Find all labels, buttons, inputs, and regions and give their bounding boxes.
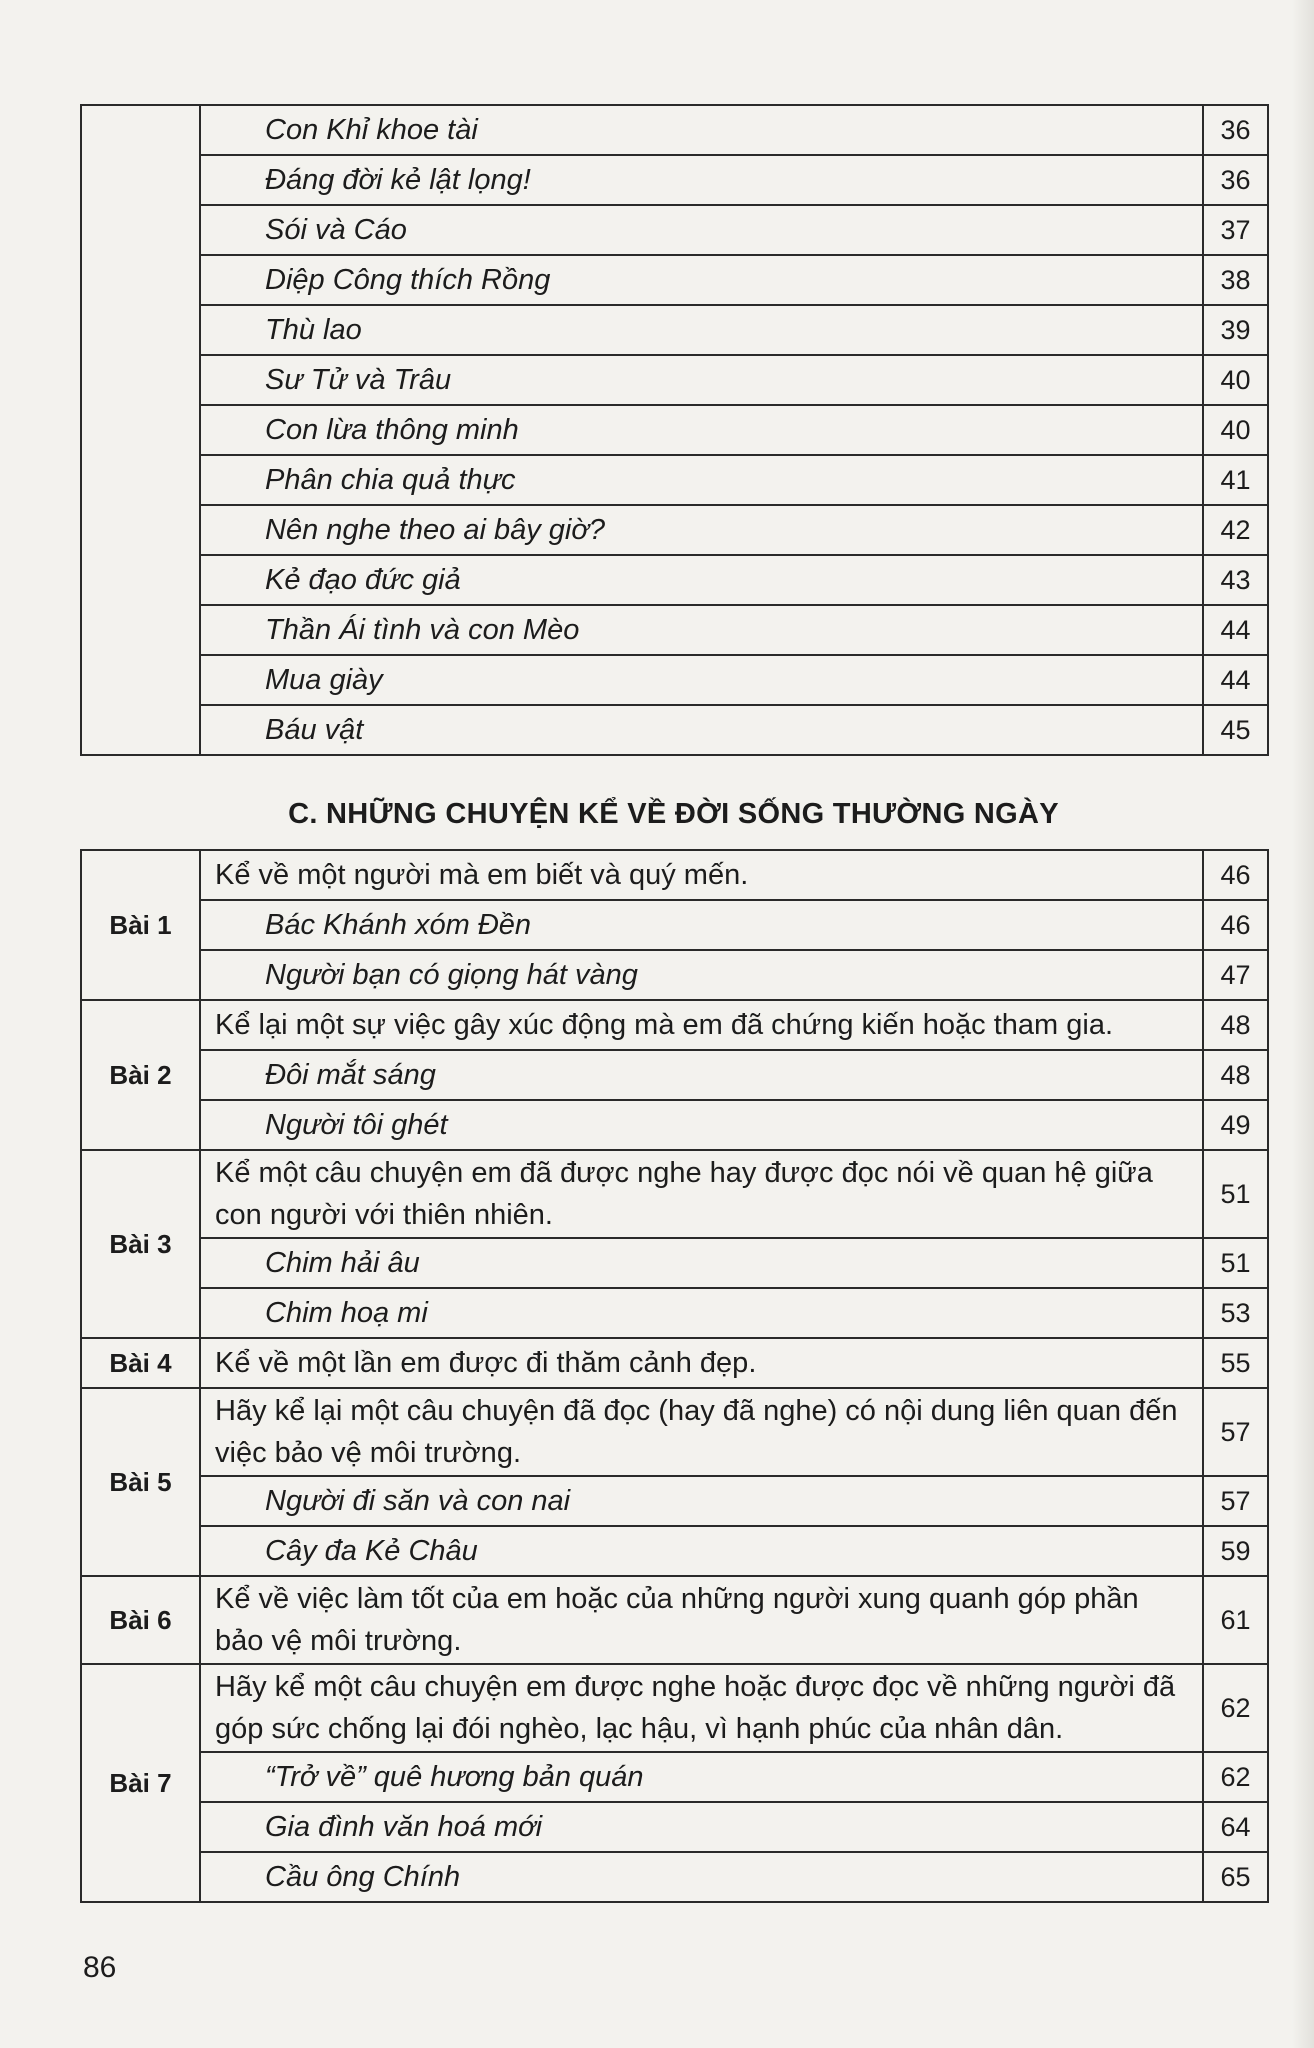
story-title: Đáng đời kẻ lật lọng! — [200, 155, 1203, 205]
lesson-cell-empty — [81, 105, 200, 755]
story-title: Người tôi ghét — [200, 1100, 1203, 1150]
story-title: Nên nghe theo ai bây giờ? — [200, 505, 1203, 555]
lesson-label: Bài 4 — [81, 1338, 200, 1388]
page-ref: 42 — [1203, 505, 1268, 555]
story-title: Sói và Cáo — [200, 205, 1203, 255]
story-title: Mua giày — [200, 655, 1203, 705]
toc-row — [81, 455, 1268, 505]
toc-row — [81, 505, 1268, 555]
story-title: Phân chia quả thực — [200, 455, 1203, 505]
page-ref: 53 — [1203, 1288, 1268, 1338]
story-row — [81, 1752, 1268, 1802]
page-ref: 38 — [1203, 255, 1268, 305]
story-row — [81, 1852, 1268, 1902]
page-ref: 44 — [1203, 605, 1268, 655]
story-title: Đôi mắt sáng — [200, 1050, 1203, 1100]
page-ref: 37 — [1203, 205, 1268, 255]
story-title: Chim hải âu — [200, 1238, 1203, 1288]
page-ref: 36 — [1203, 105, 1268, 155]
page-ref: 43 — [1203, 555, 1268, 605]
page-ref: 62 — [1203, 1664, 1268, 1752]
story-title: Cây đa Kẻ Châu — [200, 1526, 1203, 1576]
page-number: 86 — [83, 1951, 117, 1984]
story-row — [81, 1802, 1268, 1852]
page-ref: 48 — [1203, 1050, 1268, 1100]
page-ref: 51 — [1203, 1238, 1268, 1288]
lesson-label: Bài 3 — [81, 1150, 200, 1338]
lesson-topic-row — [81, 1664, 1268, 1752]
page-ref: 49 — [1203, 1100, 1268, 1150]
story-row — [81, 1526, 1268, 1576]
page-ref: 46 — [1203, 850, 1268, 900]
lesson-label: Bài 2 — [81, 1000, 200, 1150]
page-ref: 48 — [1203, 1000, 1268, 1050]
page-ref: 51 — [1203, 1150, 1268, 1238]
page-ref: 36 — [1203, 155, 1268, 205]
page-ref: 47 — [1203, 950, 1268, 1000]
story-row — [81, 1238, 1268, 1288]
lesson-topic: Kể về một người mà em biết và quý mến. — [200, 850, 1203, 900]
page-ref: 62 — [1203, 1752, 1268, 1802]
story-title: Con lừa thông minh — [200, 405, 1203, 455]
toc-row — [81, 705, 1268, 755]
toc-row — [81, 255, 1268, 305]
story-title: Con Khỉ khoe tài — [200, 105, 1203, 155]
page-ref: 40 — [1203, 405, 1268, 455]
page-ref: 40 — [1203, 355, 1268, 405]
story-title: Diệp Công thích Rồng — [200, 255, 1203, 305]
story-title: Gia đình văn hoá mới — [200, 1802, 1203, 1852]
toc-row — [81, 355, 1268, 405]
story-title: Thù lao — [200, 305, 1203, 355]
story-row — [81, 950, 1268, 1000]
story-title: Người đi săn và con nai — [200, 1476, 1203, 1526]
lesson-label: Bài 6 — [81, 1576, 200, 1664]
toc-row — [81, 555, 1268, 605]
story-title: Cầu ông Chính — [200, 1852, 1203, 1902]
section-c-heading: C. NHỮNG CHUYỆN KỂ VỀ ĐỜI SỐNG THƯỜNG NGÀY — [288, 798, 1059, 830]
toc-row — [81, 655, 1268, 705]
page-ref: 64 — [1203, 1802, 1268, 1852]
contents-table-section-c — [80, 849, 1269, 1903]
page-ref: 61 — [1203, 1576, 1268, 1664]
page-ref: 65 — [1203, 1852, 1268, 1902]
lesson-topic-row — [81, 1150, 1268, 1238]
toc-row — [81, 305, 1268, 355]
lesson-topic-row — [81, 850, 1268, 900]
story-title: Kẻ đạo đức giả — [200, 555, 1203, 605]
lesson-topic-row — [81, 1388, 1268, 1476]
lesson-topic: Hãy kể một câu chuyện em được nghe hoặc được đọc về những người đã góp sức chống lại đói nghèo, lạc hậu, vì hạnh phúc của nhân dân. — [200, 1664, 1203, 1752]
story-row — [81, 1100, 1268, 1150]
toc-row — [81, 605, 1268, 655]
story-row — [81, 1288, 1268, 1338]
page-ref: 55 — [1203, 1338, 1268, 1388]
story-row — [81, 900, 1268, 950]
lesson-topic: Kể về một lần em được đi thăm cảnh đẹp. — [200, 1338, 1203, 1388]
page-ref: 46 — [1203, 900, 1268, 950]
story-title: Chim hoạ mi — [200, 1288, 1203, 1338]
toc-row — [81, 205, 1268, 255]
page-edge-shadow — [1292, 0, 1314, 2048]
lesson-topic-row — [81, 1000, 1268, 1050]
page-ref: 39 — [1203, 305, 1268, 355]
lesson-topic: Kể về việc làm tốt của em hoặc của những người xung quanh góp phần bảo vệ môi trường. — [200, 1576, 1203, 1664]
toc-row — [81, 105, 1268, 155]
story-title: Bác Khánh xóm Đền — [200, 900, 1203, 950]
story-title: Báu vật — [200, 705, 1203, 755]
story-row — [81, 1476, 1268, 1526]
story-title: “Trở về” quê hương bản quán — [200, 1752, 1203, 1802]
lesson-topic: Kể một câu chuyện em đã được nghe hay được đọc nói về quan hệ giữa con người với thiên nhiên. — [200, 1150, 1203, 1238]
lesson-label: Bài 7 — [81, 1664, 200, 1902]
page-ref: 44 — [1203, 655, 1268, 705]
lesson-topic: Kể lại một sự việc gây xúc động mà em đã chứng kiến hoặc tham gia. — [200, 1000, 1203, 1050]
story-title: Thần Ái tình và con Mèo — [200, 605, 1203, 655]
lesson-label: Bài 1 — [81, 850, 200, 1000]
story-title: Người bạn có giọng hát vàng — [200, 950, 1203, 1000]
lesson-topic-row — [81, 1338, 1268, 1388]
lesson-label: Bài 5 — [81, 1388, 200, 1576]
contents-table-top — [80, 104, 1269, 756]
story-row — [81, 1050, 1268, 1100]
page-ref: 45 — [1203, 705, 1268, 755]
page-ref: 57 — [1203, 1388, 1268, 1476]
story-title: Sư Tử và Trâu — [200, 355, 1203, 405]
page-ref: 57 — [1203, 1476, 1268, 1526]
toc-row — [81, 155, 1268, 205]
page-ref: 59 — [1203, 1526, 1268, 1576]
lesson-topic-row — [81, 1576, 1268, 1664]
toc-row — [81, 405, 1268, 455]
page-ref: 41 — [1203, 455, 1268, 505]
lesson-topic: Hãy kể lại một câu chuyện đã đọc (hay đã nghe) có nội dung liên quan đến việc bảo vệ môi trường. — [200, 1388, 1203, 1476]
